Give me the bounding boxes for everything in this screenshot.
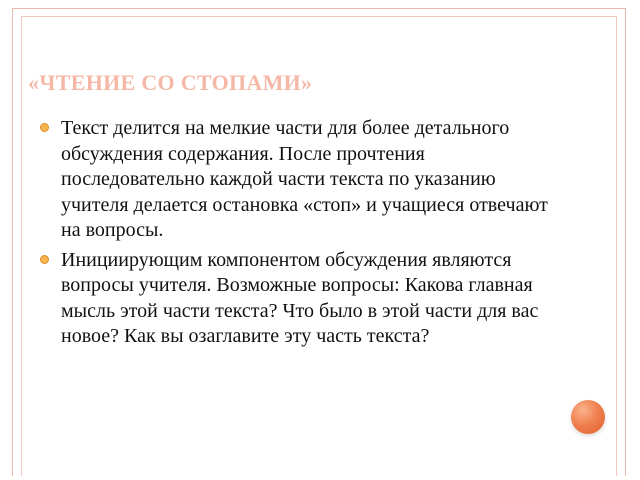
orange-orb-icon bbox=[571, 400, 605, 434]
slide-title: «ЧТЕНИЕ СО СТОПАМИ» bbox=[28, 70, 313, 95]
bullet-item bbox=[40, 248, 560, 350]
bullet-text: Текст делится на мелкие части для более детального обсуждения содержания. После прочтения последовательно каждой части текста по указанию учителя делается остановка «стоп» и учащиеся отвечают на вопросы. bbox=[61, 117, 548, 241]
bullet-dot-icon bbox=[40, 255, 49, 264]
bullet-list bbox=[40, 116, 560, 354]
bullet-text: Инициирующим компонентом обсуждения являются вопросы учителя. Возможные вопросы: Какова главная мысль этой части текста? Что было в этой части для вас новое? Как вы озаглавите эту часть текста? bbox=[61, 248, 539, 347]
bullet-dot-icon bbox=[40, 123, 49, 132]
bullet-item bbox=[40, 116, 560, 244]
